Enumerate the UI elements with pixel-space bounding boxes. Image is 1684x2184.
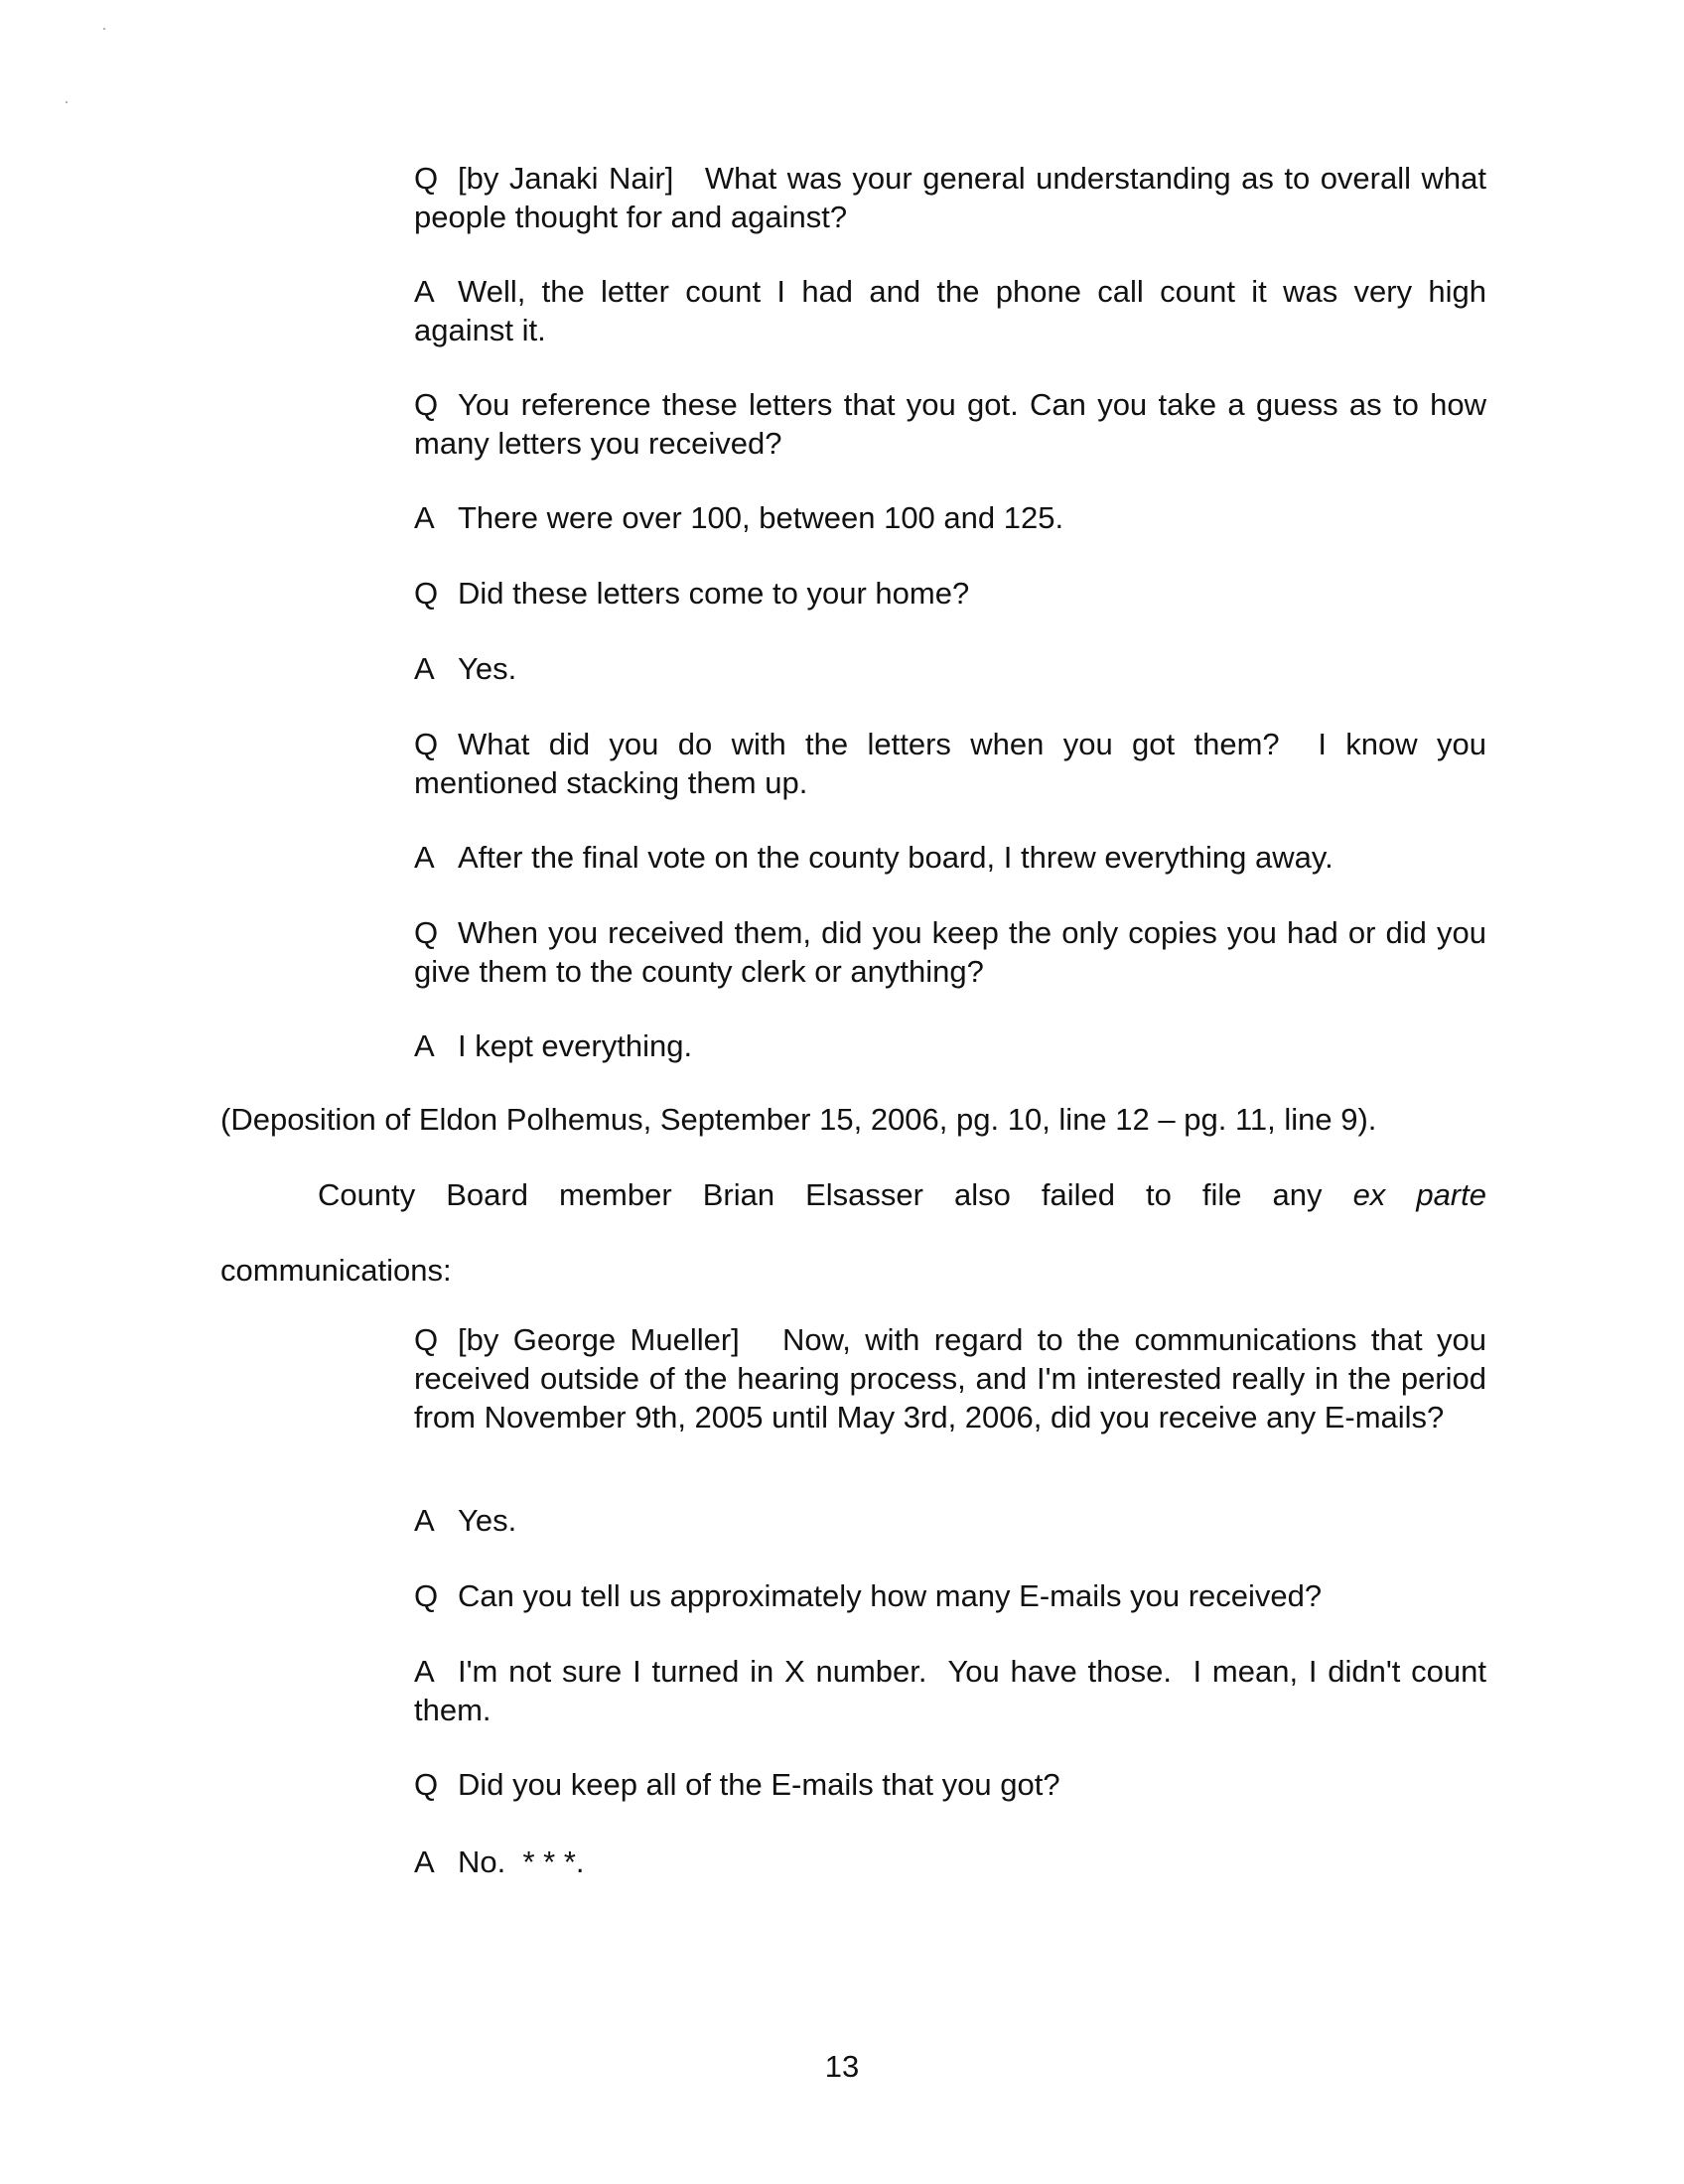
question-text: Can you tell us approximately how many E-mails you received? [458, 1578, 1323, 1613]
question-marker: Q [414, 387, 439, 422]
answer-text: Yes. [458, 1503, 517, 1538]
transcript-question [414, 913, 1486, 991]
answer-marker: A [414, 1844, 435, 1879]
question-text: [by George Mueller] Now, with regard to the communications that you received outside of the hearing process, and I'm interested really in the period from November 9th, 2005 until May 3rd, 2006, did you receive any E-mails? [414, 1322, 1495, 1434]
transcript-answer [414, 838, 1486, 877]
question-marker: Q [414, 1322, 439, 1357]
transcript-question [414, 385, 1486, 463]
question-marker: Q [414, 915, 439, 950]
transcript-question [414, 1320, 1495, 1436]
answer-text: Well, the letter count I had and the phone call count it was very high against it. [414, 274, 1486, 347]
question-text: Did you keep all of the E-mails that you got? [458, 1767, 1060, 1802]
question-marker: Q [414, 1767, 439, 1802]
transcript-answer [414, 1843, 1486, 1881]
question-marker: Q [414, 576, 439, 611]
scan-speck [66, 101, 68, 103]
answer-text: There were over 100, between 100 and 125. [458, 500, 1064, 535]
body-paragraph-line [318, 1175, 1486, 1214]
answer-marker: A [414, 274, 435, 309]
question-text: What did you do with the letters when you got them? I know you mentioned stacking them up. [414, 727, 1495, 800]
body-paragraph-line: communications: [220, 1253, 452, 1288]
question-marker: Q [414, 1578, 439, 1613]
answer-marker: A [414, 1503, 435, 1538]
transcript-answer [414, 649, 1486, 688]
answer-text: Yes. [458, 651, 517, 686]
question-marker: Q [414, 727, 439, 761]
answer-marker: A [414, 1654, 435, 1689]
answer-marker: A [414, 840, 435, 875]
answer-text: After the final vote on the county board, I threw everything away. [458, 840, 1333, 875]
transcript-question [414, 1576, 1486, 1615]
transcript-answer [414, 1652, 1495, 1729]
question-text: [by Janaki Nair] What was your general understanding as to overall what people thought for and against? [414, 161, 1495, 234]
deposition-citation: (Deposition of Eldon Polhemus, September 15, 2006, pg. 10, line 12 – pg. 11, line 9). [220, 1102, 1377, 1137]
scan-speck [103, 28, 105, 30]
question-marker: Q [414, 161, 439, 196]
transcript-question [414, 1765, 1486, 1804]
answer-text: I'm not sure I turned in X number. You have those. I mean, I didn't count them. [414, 1654, 1495, 1727]
question-text: You reference these letters that you got. Can you take a guess as to how many letters you received? [414, 387, 1486, 461]
answer-text: I kept everything. [458, 1028, 693, 1063]
question-text: When you received them, did you keep the only copies you had or did you give them to the county clerk or anything? [414, 915, 1486, 989]
italic-term: ex parte [1352, 1177, 1486, 1212]
body-text: County Board member Brian Elsasser also failed to file any [318, 1177, 1353, 1212]
transcript-answer [414, 272, 1486, 349]
question-text: Did these letters come to your home? [458, 576, 970, 611]
transcript-question [414, 725, 1495, 802]
answer-text: No. * * *. [458, 1844, 585, 1879]
answer-marker: A [414, 651, 435, 686]
transcript-answer [414, 498, 1486, 537]
answer-marker: A [414, 1028, 435, 1063]
transcript-answer [414, 1026, 1486, 1065]
transcript-question [414, 574, 1486, 613]
transcript-answer [414, 1501, 1486, 1540]
answer-marker: A [414, 500, 435, 535]
transcript-question [414, 159, 1495, 236]
page-number: 13 [824, 2049, 860, 2084]
